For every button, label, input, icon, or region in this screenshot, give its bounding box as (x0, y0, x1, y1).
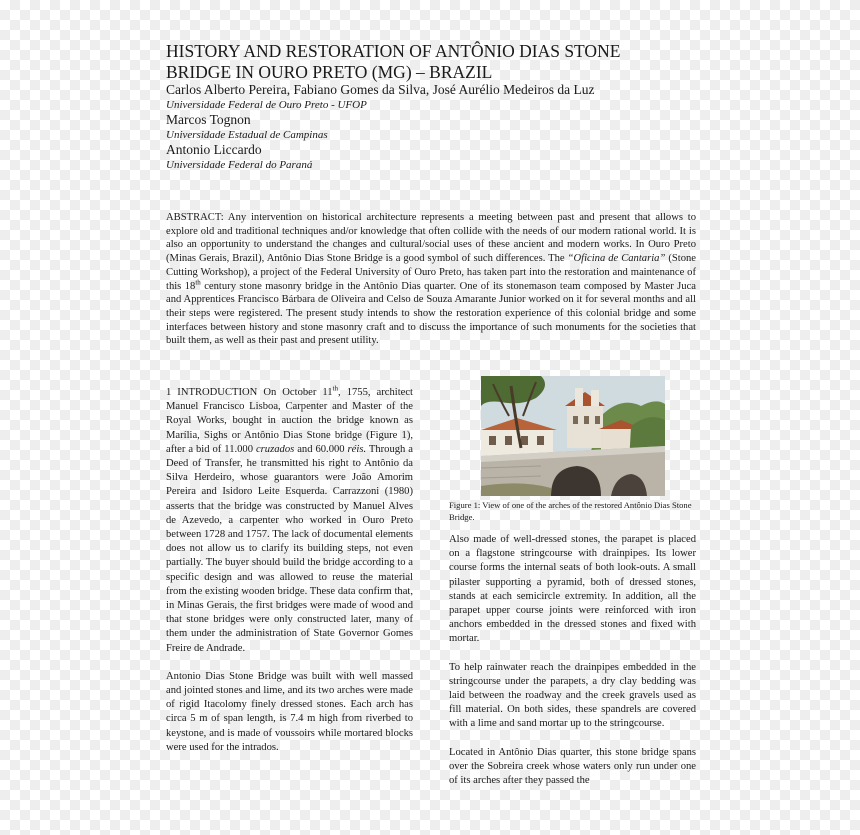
intro-text-2: , 1755, architect Manuel Francisco Lisboa, Carpenter and Master of the Royal Works, bought in auction the bridge known as Marília, Sighs or Antônio Dias Stone bridge (Figure 1), after a bid of 11.000 (166, 387, 413, 455)
author-line-1: Carlos Alberto Pereira, Fabiano Gomes da Silva, José Aurélio Medeiros da Luz (166, 82, 595, 97)
abstract-superscript: th (195, 277, 201, 286)
abstract-text-3: century stone masonry bridge in the Antônio Dias quarter. One of its stonemason team composed by Master Juca and Apprentices Francisco Bárbara de Oliveira and Celso de Souza Amarante Junior worked on it for several months and all their steps were registered. The present study intends to show the restoration experience of this colonial bridge and some interfaces between history and stone masonry craft and to discuss the importance of such monuments for the societies that built them, as well as their past and present utility. (166, 280, 696, 347)
church-building (567, 404, 603, 448)
bridge-description-paragraph: Antonio Dias Stone Bridge was built with well massed and jointed stones and lime, and its two arches were made of rigid Itacolomy finely dressed stones. Each arch has circa 5 m of span length, is 7.4 m high from riverbed to keystone, and is made of voussoirs while mortared blocks were used for the intrados. (166, 670, 413, 753)
location-paragraph: Located in Antônio Dias quarter, this stone bridge spans over the Sobreira creek whose waters only run under one of its arches after they passed the (449, 746, 696, 787)
affiliation-1: Universidade Federal de Ouro Preto - UFOP (166, 99, 367, 111)
affiliation-2: Universidade Estadual de Campinas (166, 129, 328, 141)
intro-text-3: and 60.000 (294, 443, 348, 455)
abstract-text-2: (Stone Cutting Workshop), a project of the Federal University of Ouro Preto, has taken part into the restoration and maintenance of this 18 (166, 253, 696, 292)
author-line-2: Marcos Tognon (166, 112, 251, 127)
left-column (166, 386, 413, 755)
intro-text-1: 1 INTRODUCTION On October 11 (166, 387, 333, 398)
figure-1-caption: Figure 1: View of one of the arches of the restored Antônio Dias Stone Bridge. (449, 500, 692, 522)
abstract-italic-term: “Oficina de Cantaria” (567, 253, 666, 265)
right-column (449, 533, 696, 788)
introduction-paragraph (166, 386, 413, 656)
author-line-3: Antonio Liccardo (166, 142, 262, 157)
paper-title: HISTORY AND RESTORATION OF ANTÔNIO DIAS STONE BRIDGE IN OURO PRETO (MG) – BRAZIL (166, 41, 621, 82)
abstract-text-1: ABSTRACT: Any intervention on historical architecture represents a meeting between past and present that allows to explore old and traditional techniques and/or knowledge that often collide with the needs of our modern rational world. It is also an opportunity to understand the changes and cultural/social uses of these ancient and modern works. In Ouro Preto (Minas Gerais, Brazil), Antônio Dias Stone Bridge is a good symbol of such differences. The (166, 212, 696, 265)
intro-italic-1: cruzados (255, 443, 295, 455)
abstract (166, 211, 696, 348)
drainage-paragraph: To help rainwater reach the drainpipes embedded in the stringcourse under the parapets, a dry clay bedding was laid between the roadway and the creek gravels used as fill material. On both sides, these spandrels are covered with a lime and sand mortar up to the stringcourse. (449, 661, 696, 730)
parapet-paragraph: Also made of well-dressed stones, the parapet is placed on a flagstone stringcourse with drainpipes. Its lower course forms the internal seats of both look-outs. A small pilaster supporting a pyramid, both of dressed stones, stands at each semicircle extremity. In addition, all the parapet upper course joints were reinforced with iron anchors embedded in the dressed stones and fixed with mortar. (449, 534, 696, 645)
intro-superscript: th (332, 384, 339, 393)
affiliation-3: Universidade Federal do Paraná (166, 159, 313, 171)
bridge-photo-illustration (481, 376, 665, 496)
intro-italic-2: réis. (347, 443, 367, 455)
intro-text-4: Through a Deed of Transfer, he transmitted his right to Antônio da Silva Herdeiro, whose guarantors were João Amorim Pereira and Isidoro Leite Esquerda. Carrazzoni (1980) asserts that the bridge was constructed by Manuel Alves de Azevedo, a carpenter who worked in Ouro Preto between 1728 and 1757. The lack of documental elements does not allow us to clarify its building steps, not even partially. The buyer should build the bridge according to a specific design and was allowed to reuse the material from the existing wooden bridge. These data confirm that, in Minas Gerais, the first bridges were made of wood and that stone bridges were only constructed later, many of them under the administration of State Governor Gomes Freire de Andrade. (166, 443, 413, 654)
figure-1-photo (481, 376, 665, 496)
